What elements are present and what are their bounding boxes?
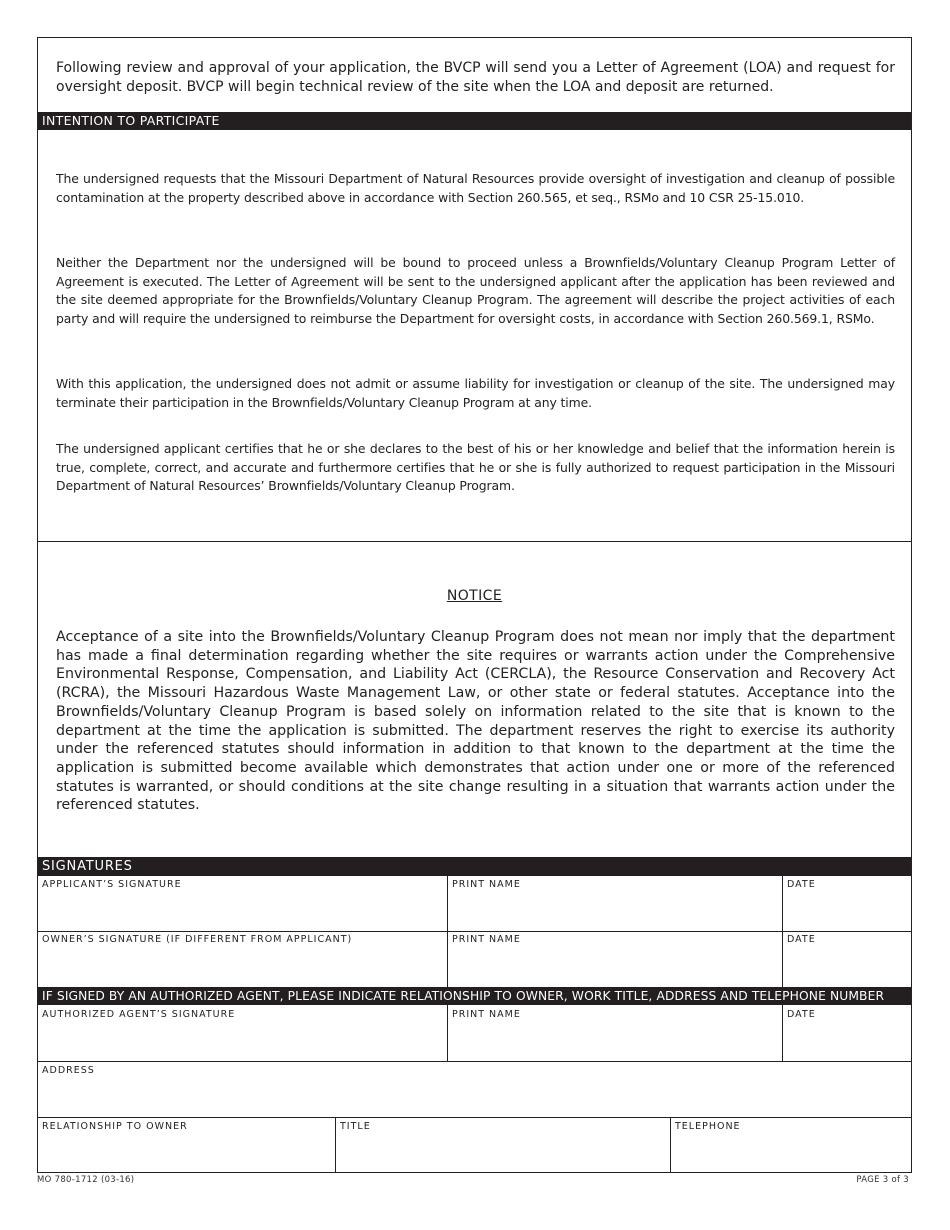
agent-date-field[interactable]: DATE xyxy=(787,1009,816,1020)
intention-header: INTENTION TO PARTICIPATE xyxy=(38,112,911,130)
row-divider xyxy=(38,931,911,932)
title-field[interactable]: TITLE xyxy=(340,1121,371,1132)
owner-date-field[interactable]: DATE xyxy=(787,934,816,945)
owner-print-name-field[interactable]: PRINT NAME xyxy=(452,934,521,945)
agent-header: IF SIGNED BY AN AUTHORIZED AGENT, PLEASE INDICATE RELATIONSHIP TO OWNER, WORK TITLE, ADDRESS AND TELEPHONE NUMBER xyxy=(38,987,911,1005)
row-divider xyxy=(38,1061,911,1062)
column-divider xyxy=(782,1005,783,1062)
column-divider xyxy=(447,876,448,932)
intention-paragraph-2: Neither the Department nor the undersigned will be bound to proceed unless a Brownfields/Voluntary Cleanup Program Letter of Agreement is executed. The Letter of Agreement will be sent to the undersigned applicant after the application has been reviewed and the site deemed appropriate for the Brownfields/Voluntary Cleanup Program. The agreement will describe the project activities of each party and will require the undersigned to reimburse the Department for oversight costs, in accordance with Section 260.569.1, RSMo. xyxy=(56,255,895,326)
column-divider xyxy=(447,932,448,987)
section-divider xyxy=(38,541,911,542)
notice-title: NOTICE xyxy=(446,588,503,604)
relationship-field[interactable]: RELATIONSHIP TO OWNER xyxy=(42,1121,188,1132)
column-divider xyxy=(447,1005,448,1062)
applicant-print-name-field[interactable]: PRINT NAME xyxy=(452,879,521,890)
applicant-date-field[interactable]: DATE xyxy=(787,879,816,890)
intention-paragraph-3: With this application, the undersigned does not admit or assume liability for investigation or cleanup of the site. The undersigned may terminate their participation in the Brownfields/Voluntary Cleanup Program at any time. xyxy=(56,376,895,410)
owner-signature-field[interactable]: OWNER’S SIGNATURE (IF DIFFERENT FROM APPLICANT) xyxy=(42,934,353,945)
notice-text: Acceptance of a site into the Brownfields/Voluntary Cleanup Program does not mean nor imply that the department has made a final determination regarding whether the site requires or warrants action under the Comprehensive Environmental Response, Compensation, and Liability Act (CERCLA), the Resource Conservation and Recovery Act (RCRA), the Missouri Hazardous Waste Management Law, or other state or federal statutes. Acceptance into the Brownfields/Voluntary Cleanup Program is based solely on information related to the site that is known to the department at the time the application is submitted. The department reserves the right to exercise its authority under the referenced statutes should information in addition to that known to the department at the time the application is submitted become available which demonstrates that action under one or more of the referenced statutes is warranted, or should conditions at the site change resulting in a situation that warrants action under the referenced statutes. xyxy=(56,629,895,814)
column-divider xyxy=(782,876,783,932)
intention-paragraph-4: The undersigned applicant certifies that he or she declares to the best of his or her knowledge and belief that the information herein is true, complete, correct, and accurate and furthermore certifies that he or she is fully authorized to request participation in the Missouri Department of Natural Resources’ Brownfields/Voluntary Cleanup Program. xyxy=(56,441,895,494)
telephone-field[interactable]: TELEPHONE xyxy=(675,1121,741,1132)
agent-signature-field[interactable]: AUTHORIZED AGENT’S SIGNATURE xyxy=(42,1009,236,1020)
column-divider xyxy=(782,932,783,987)
form-number: MO 780-1712 (03-16) xyxy=(37,1175,135,1185)
row-divider xyxy=(38,1117,911,1118)
page-number: PAGE 3 of 3 xyxy=(856,1175,909,1185)
column-divider xyxy=(335,1118,336,1173)
intro-text: Following review and approval of your application, the BVCP will send you a Letter of Agreement (LOA) and request for oversight deposit. BVCP will begin technical review of the site when the LOA and deposit are returned. xyxy=(56,60,895,95)
intention-paragraph-1: The undersigned requests that the Missouri Department of Natural Resources provide oversight of investigation and cleanup of possible contamination at the property described above in accordance with Section 260.565, et seq., RSMo and 10 CSR 25-15.010. xyxy=(56,171,895,205)
address-field[interactable]: ADDRESS xyxy=(42,1065,95,1076)
column-divider xyxy=(670,1118,671,1173)
applicant-signature-field[interactable]: APPLICANT’S SIGNATURE xyxy=(42,879,182,890)
form-frame xyxy=(37,37,912,1173)
agent-print-name-field[interactable]: PRINT NAME xyxy=(452,1009,521,1020)
signatures-header: SIGNATURES xyxy=(38,857,911,876)
